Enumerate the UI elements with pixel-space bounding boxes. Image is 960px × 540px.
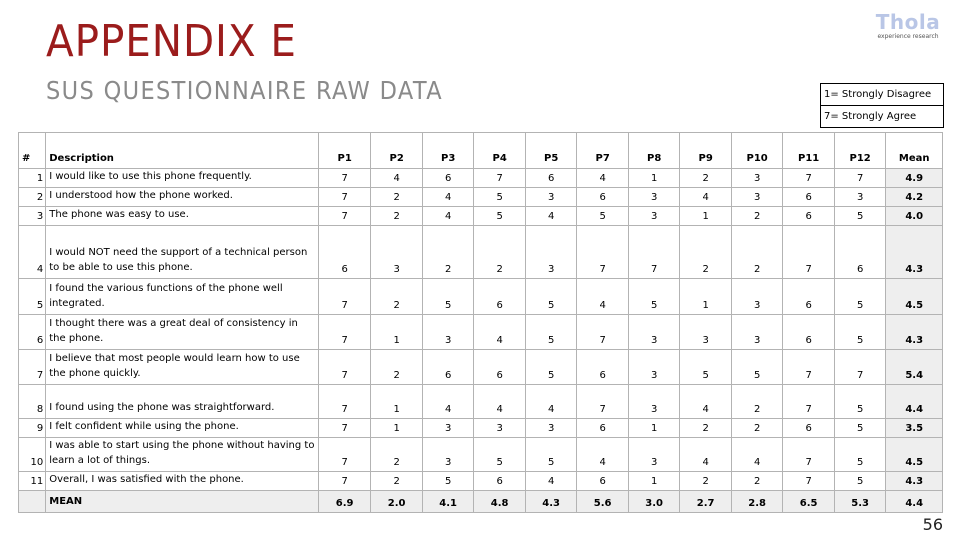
score-cell: 6 xyxy=(577,419,629,438)
legend-low: 1= Strongly Disagree xyxy=(821,84,944,106)
score-cell: 5 xyxy=(525,438,577,472)
score-cell: 6 xyxy=(783,279,835,315)
score-cell: 3 xyxy=(474,419,526,438)
score-cell: 1 xyxy=(628,419,680,438)
header-p2: P2 xyxy=(371,133,423,169)
score-cell: 4 xyxy=(422,207,474,226)
row-description: I felt confident while using the phone. xyxy=(46,419,319,438)
row-description: I would like to use this phone frequently. xyxy=(46,169,319,188)
score-cell: 3 xyxy=(525,188,577,207)
score-cell: 3 xyxy=(731,315,783,350)
mean-row xyxy=(19,491,943,513)
score-cell: 4 xyxy=(680,438,732,472)
score-cell: 6 xyxy=(783,315,835,350)
score-cell: 7 xyxy=(318,419,371,438)
row-description: I found the various functions of the phone well integrated. xyxy=(46,279,319,315)
row-description: I would NOT need the support of a technical person to be able to use this phone. xyxy=(46,226,319,279)
score-cell: 7 xyxy=(783,438,835,472)
row-number: 7 xyxy=(19,350,46,385)
row-number: 9 xyxy=(19,419,46,438)
score-cell: 5 xyxy=(525,279,577,315)
row-mean: 4.4 xyxy=(886,385,943,419)
row-description: The phone was easy to use. xyxy=(46,207,319,226)
sus-data-table xyxy=(18,132,943,513)
score-cell: 6 xyxy=(474,350,526,385)
score-cell: 7 xyxy=(577,315,629,350)
score-cell: 3 xyxy=(628,315,680,350)
row-number: 11 xyxy=(19,472,46,491)
mean-row-blank xyxy=(19,491,46,513)
scale-legend xyxy=(820,83,944,128)
score-cell: 3 xyxy=(371,226,423,279)
score-cell: 1 xyxy=(680,279,732,315)
score-cell: 5 xyxy=(422,472,474,491)
score-cell: 3 xyxy=(525,226,577,279)
score-cell: 6 xyxy=(783,419,835,438)
score-cell: 4 xyxy=(577,438,629,472)
score-cell: 5 xyxy=(628,279,680,315)
table-row xyxy=(19,438,943,472)
mean-cell: 3.0 xyxy=(628,491,680,513)
score-cell: 3 xyxy=(628,350,680,385)
score-cell: 3 xyxy=(731,188,783,207)
mean-cell: 2.8 xyxy=(731,491,783,513)
row-description: I was able to start using the phone without having to learn a lot of things. xyxy=(46,438,319,472)
row-mean: 4.3 xyxy=(886,315,943,350)
score-cell: 4 xyxy=(474,315,526,350)
score-cell: 2 xyxy=(731,226,783,279)
score-cell: 2 xyxy=(371,350,423,385)
score-cell: 7 xyxy=(318,350,371,385)
table-row xyxy=(19,419,943,438)
score-cell: 3 xyxy=(731,279,783,315)
score-cell: 4 xyxy=(577,169,629,188)
mean-row-label: MEAN xyxy=(46,491,319,513)
row-number: 3 xyxy=(19,207,46,226)
score-cell: 7 xyxy=(318,169,371,188)
score-cell: 3 xyxy=(731,169,783,188)
row-mean: 4.3 xyxy=(886,472,943,491)
score-cell: 2 xyxy=(731,472,783,491)
score-cell: 3 xyxy=(628,188,680,207)
row-description: Overall, I was satisfied with the phone. xyxy=(46,472,319,491)
score-cell: 7 xyxy=(577,385,629,419)
score-cell: 3 xyxy=(628,385,680,419)
score-cell: 4 xyxy=(422,188,474,207)
row-description: I thought there was a great deal of consistency in the phone. xyxy=(46,315,319,350)
mean-cell: 4.3 xyxy=(525,491,577,513)
score-cell: 4 xyxy=(422,385,474,419)
score-cell: 7 xyxy=(474,169,526,188)
score-cell: 3 xyxy=(422,438,474,472)
legend-high: 7= Strongly Agree xyxy=(821,106,944,128)
score-cell: 5 xyxy=(474,438,526,472)
row-mean: 4.9 xyxy=(886,169,943,188)
score-cell: 5 xyxy=(474,188,526,207)
score-cell: 5 xyxy=(525,350,577,385)
score-cell: 5 xyxy=(834,472,886,491)
overall-mean: 4.4 xyxy=(886,491,943,513)
score-cell: 7 xyxy=(628,226,680,279)
header-p4: P4 xyxy=(474,133,526,169)
score-cell: 5 xyxy=(680,350,732,385)
score-cell: 3 xyxy=(834,188,886,207)
mean-cell: 2.7 xyxy=(680,491,732,513)
row-mean: 4.0 xyxy=(886,207,943,226)
row-mean: 4.3 xyxy=(886,226,943,279)
score-cell: 3 xyxy=(680,315,732,350)
score-cell: 1 xyxy=(371,419,423,438)
score-cell: 2 xyxy=(371,188,423,207)
row-number: 4 xyxy=(19,226,46,279)
score-cell: 4 xyxy=(577,279,629,315)
score-cell: 3 xyxy=(628,438,680,472)
score-cell: 6 xyxy=(474,472,526,491)
header-p11: P11 xyxy=(783,133,835,169)
row-mean: 5.4 xyxy=(886,350,943,385)
mean-cell: 5.6 xyxy=(577,491,629,513)
score-cell: 2 xyxy=(731,207,783,226)
score-cell: 2 xyxy=(680,169,732,188)
score-cell: 4 xyxy=(371,169,423,188)
score-cell: 2 xyxy=(680,472,732,491)
score-cell: 6 xyxy=(318,226,371,279)
table-row xyxy=(19,279,943,315)
score-cell: 6 xyxy=(577,188,629,207)
row-description: I found using the phone was straightforward. xyxy=(46,385,319,419)
score-cell: 3 xyxy=(525,419,577,438)
mean-cell: 2.0 xyxy=(371,491,423,513)
score-cell: 7 xyxy=(783,350,835,385)
score-cell: 5 xyxy=(834,438,886,472)
page-number: 56 xyxy=(922,515,943,534)
score-cell: 2 xyxy=(680,226,732,279)
score-cell: 5 xyxy=(422,279,474,315)
row-mean: 4.2 xyxy=(886,188,943,207)
table-row xyxy=(19,188,943,207)
score-cell: 7 xyxy=(783,385,835,419)
score-cell: 6 xyxy=(783,207,835,226)
score-cell: 6 xyxy=(422,350,474,385)
slide-subtitle: SUS QUESTIONNAIRE RAW DATA xyxy=(46,76,443,105)
logo-name: Thola xyxy=(875,10,941,34)
table-row xyxy=(19,350,943,385)
score-cell: 6 xyxy=(577,350,629,385)
score-cell: 1 xyxy=(371,315,423,350)
score-cell: 1 xyxy=(628,169,680,188)
row-description: I understood how the phone worked. xyxy=(46,188,319,207)
mean-cell: 6.5 xyxy=(783,491,835,513)
score-cell: 7 xyxy=(318,188,371,207)
score-cell: 4 xyxy=(525,207,577,226)
score-cell: 6 xyxy=(474,279,526,315)
header-p10: P10 xyxy=(731,133,783,169)
score-cell: 7 xyxy=(834,350,886,385)
header-p8: P8 xyxy=(628,133,680,169)
score-cell: 7 xyxy=(318,385,371,419)
score-cell: 5 xyxy=(834,315,886,350)
header-p3: P3 xyxy=(422,133,474,169)
score-cell: 2 xyxy=(422,226,474,279)
header-description: Description xyxy=(46,133,319,169)
score-cell: 2 xyxy=(371,438,423,472)
score-cell: 3 xyxy=(422,315,474,350)
table-row xyxy=(19,472,943,491)
score-cell: 4 xyxy=(525,472,577,491)
score-cell: 7 xyxy=(783,472,835,491)
score-cell: 6 xyxy=(783,188,835,207)
row-mean: 3.5 xyxy=(886,419,943,438)
score-cell: 2 xyxy=(680,419,732,438)
score-cell: 7 xyxy=(834,169,886,188)
score-cell: 4 xyxy=(474,385,526,419)
score-cell: 5 xyxy=(525,315,577,350)
score-cell: 7 xyxy=(783,169,835,188)
row-number: 5 xyxy=(19,279,46,315)
mean-cell: 5.3 xyxy=(834,491,886,513)
score-cell: 6 xyxy=(834,226,886,279)
score-cell: 2 xyxy=(731,385,783,419)
mean-cell: 4.1 xyxy=(422,491,474,513)
score-cell: 1 xyxy=(371,385,423,419)
score-cell: 5 xyxy=(474,207,526,226)
score-cell: 5 xyxy=(834,207,886,226)
table-row xyxy=(19,315,943,350)
score-cell: 7 xyxy=(318,472,371,491)
table-row xyxy=(19,207,943,226)
header-hash: # xyxy=(19,133,46,169)
score-cell: 3 xyxy=(422,419,474,438)
score-cell: 5 xyxy=(577,207,629,226)
row-mean: 4.5 xyxy=(886,438,943,472)
score-cell: 2 xyxy=(474,226,526,279)
score-cell: 4 xyxy=(680,385,732,419)
row-mean: 4.5 xyxy=(886,279,943,315)
score-cell: 4 xyxy=(731,438,783,472)
table-row xyxy=(19,385,943,419)
score-cell: 5 xyxy=(834,419,886,438)
header-p12: P12 xyxy=(834,133,886,169)
score-cell: 7 xyxy=(318,315,371,350)
row-number: 10 xyxy=(19,438,46,472)
score-cell: 7 xyxy=(783,226,835,279)
score-cell: 2 xyxy=(731,419,783,438)
score-cell: 7 xyxy=(318,279,371,315)
table-row xyxy=(19,226,943,279)
score-cell: 1 xyxy=(628,472,680,491)
mean-cell: 4.8 xyxy=(474,491,526,513)
header-p5: P5 xyxy=(525,133,577,169)
score-cell: 4 xyxy=(525,385,577,419)
score-cell: 6 xyxy=(525,169,577,188)
score-cell: 5 xyxy=(834,385,886,419)
row-number: 6 xyxy=(19,315,46,350)
header-p7: P7 xyxy=(577,133,629,169)
row-number: 1 xyxy=(19,169,46,188)
score-cell: 3 xyxy=(628,207,680,226)
score-cell: 2 xyxy=(371,472,423,491)
header-mean: Mean xyxy=(886,133,943,169)
header-p1: P1 xyxy=(318,133,371,169)
score-cell: 6 xyxy=(577,472,629,491)
row-description: I believe that most people would learn how to use the phone quickly. xyxy=(46,350,319,385)
row-number: 8 xyxy=(19,385,46,419)
score-cell: 2 xyxy=(371,279,423,315)
score-cell: 5 xyxy=(731,350,783,385)
slide-title: APPENDIX E xyxy=(46,16,297,67)
score-cell: 6 xyxy=(422,169,474,188)
logo-tagline: experience research xyxy=(877,33,939,40)
score-cell: 7 xyxy=(318,438,371,472)
score-cell: 2 xyxy=(371,207,423,226)
score-cell: 1 xyxy=(680,207,732,226)
score-cell: 7 xyxy=(577,226,629,279)
header-p9: P9 xyxy=(680,133,732,169)
mean-cell: 6.9 xyxy=(318,491,371,513)
thola-logo xyxy=(872,12,944,40)
row-number: 2 xyxy=(19,188,46,207)
score-cell: 4 xyxy=(680,188,732,207)
score-cell: 5 xyxy=(834,279,886,315)
table-row xyxy=(19,169,943,188)
table-header-row xyxy=(19,133,943,169)
score-cell: 7 xyxy=(318,207,371,226)
